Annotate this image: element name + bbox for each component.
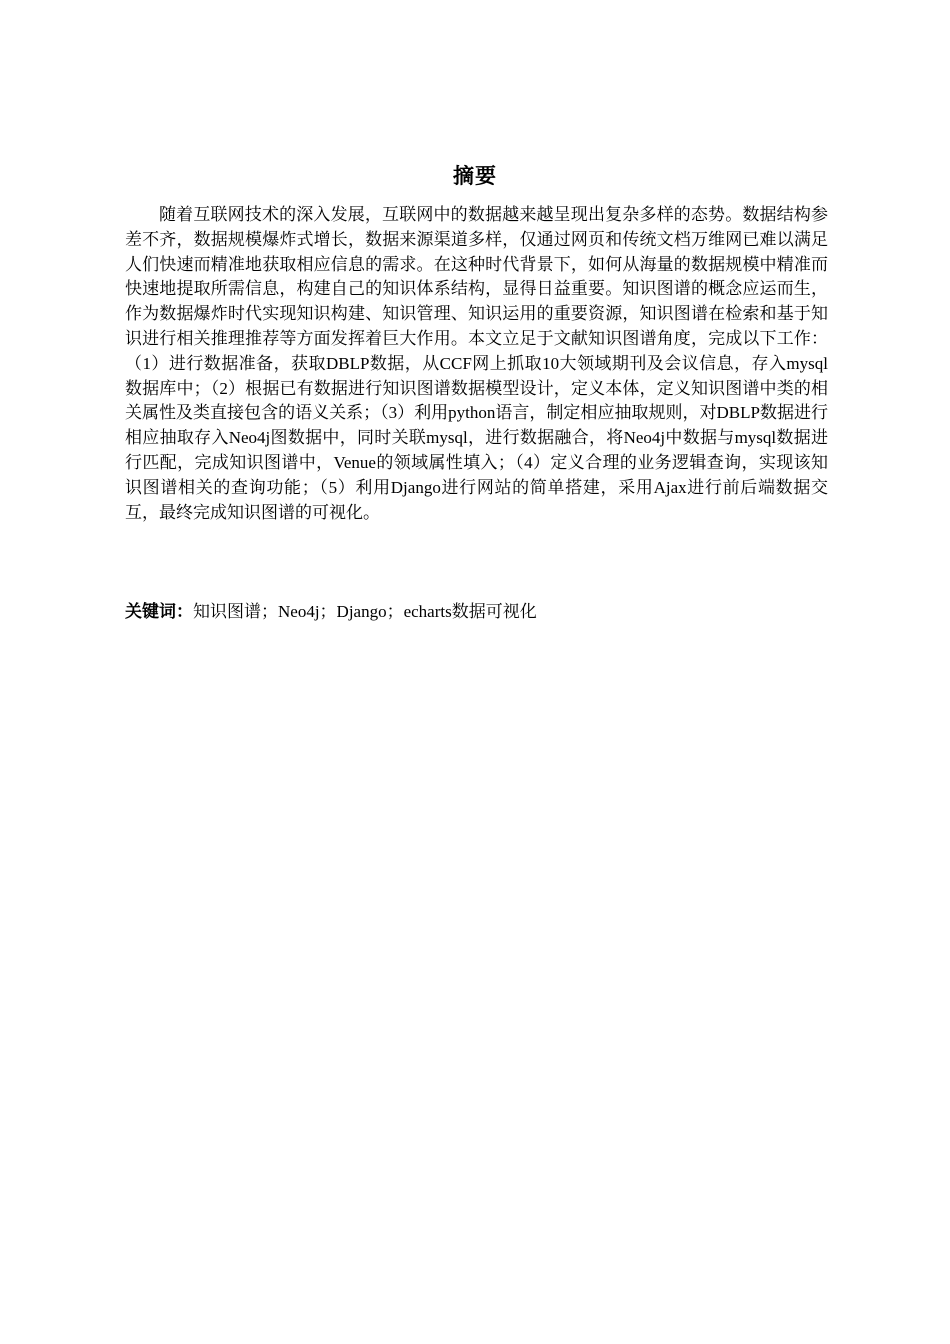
abstract-body: 随着互联网技术的深入发展，互联网中的数据越来越呈现出复杂多样的态势。数据结构参差不齐，数据规模爆炸式增长，数据来源渠道多样，仅通过网页和传统文档万维网已难以满足人们快速而精准地获取相应信息的需求。在这种时代背景下，如何从海量的数据规模中精准而快速地提取所需信息，构建自己的知识体系结构，显得日益重要。知识图谱的概念应运而生，作为数据爆炸时代实现知识构建、知识管理、知识运用的重要资源，知识图谱在检索和基于知识进行相关推理推荐等方面发挥着巨大作用。本文立足于文献知识图谱角度，完成以下工作：（1）进行数据准备，获取DBLP数据，从CCF网上抓取10大领域期刊及会议信息，存入mysql数据库中；（2）根据已有数据进行知识图谱数据模型设计，定义本体，定义知识图谱中类的相关属性及类直接包含的语义关系；（3）利用python语言，制定相应抽取规则，对DBLP数据进行相应抽取存入Neo4j图数据中，同时关联mysql，进行数据融合，将Neo4j中数据与mysql数据进行匹配，完成知识图谱中，Venue的领域属性填入；（4）定义合理的业务逻辑查询，实现该知识图谱相关的查询功能；（5）利用Django进行网站的简单搭建，采用Ajax进行前后端数据交互，最终完成知识图谱的可视化。 (125, 205, 828, 522)
keywords-label: 关键词： (125, 602, 193, 621)
keywords-value: 知识图谱；Neo4j；Django；echarts数据可视化 (193, 602, 537, 621)
keywords-line (125, 600, 828, 624)
page-title: 摘要 (453, 164, 497, 188)
